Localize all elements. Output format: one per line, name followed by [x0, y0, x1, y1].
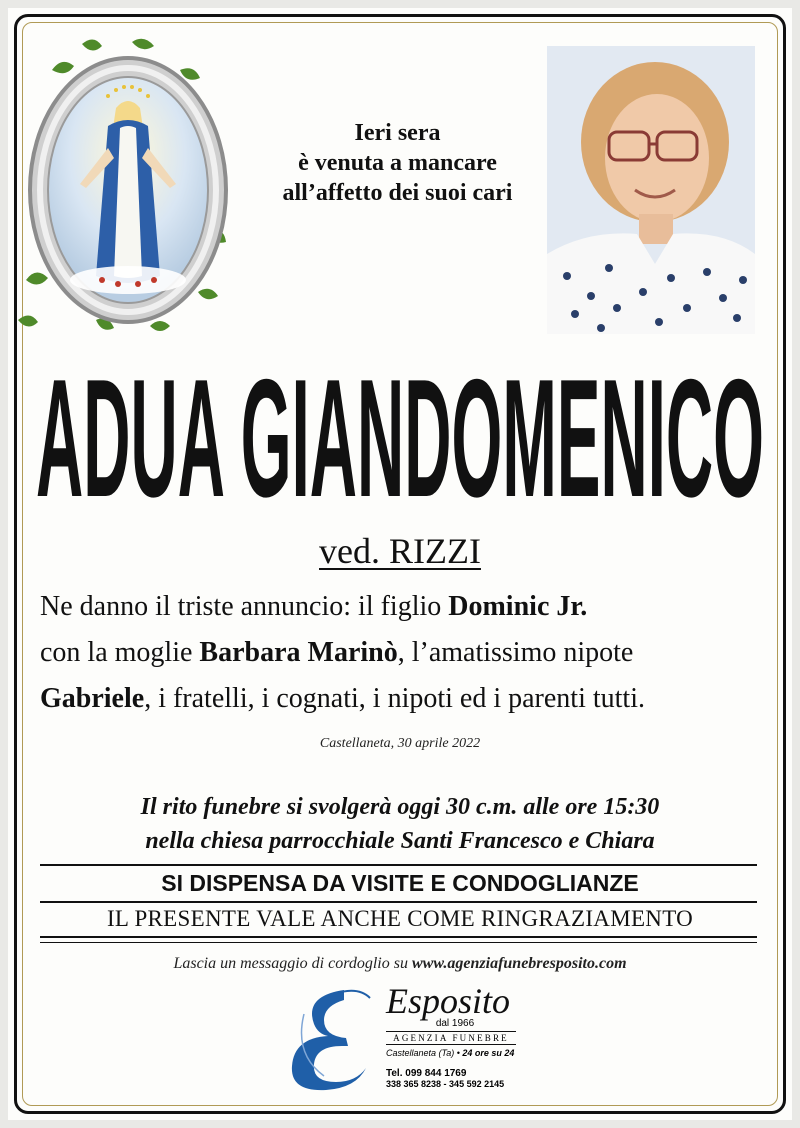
announcement-line-2 — [40, 630, 760, 676]
agency-website-link[interactable]: www.agenziafunebresposito.com — [411, 955, 627, 972]
funeral-info — [0, 790, 800, 858]
intro-text — [255, 118, 540, 208]
announcement-text: , i fratelli, i cognati, i nipoti ed i parenti tutti. — [144, 683, 645, 714]
agency-since: dal 1966 — [435, 1018, 475, 1029]
agency-phone[interactable]: Tel. 099 844 1769 — [386, 1068, 467, 1079]
divider — [40, 864, 757, 866]
divider — [40, 936, 757, 938]
agency-name: Esposito — [386, 981, 511, 1021]
funeral-line-2: nella chiesa parrocchiale Santi Francesco e Chiara — [145, 828, 655, 854]
intro-line-1: Ieri sera — [354, 120, 441, 146]
thanks-notice: IL PRESENTE VALE ANCHE COME RINGRAZIAMENTO — [106, 906, 694, 931]
announcement-text: , l’amatissimo nipote — [397, 637, 634, 668]
announcement-text: Ne danno il triste annuncio: il figlio — [40, 591, 449, 622]
place-date: Castellaneta, 30 aprile 2022 — [319, 736, 481, 751]
portrait-photo — [547, 46, 755, 334]
son-name: Dominic Jr. — [448, 591, 588, 622]
divider — [40, 901, 757, 903]
condolence-message — [0, 955, 800, 973]
intro-line-3: all’affetto dei suoi cari — [282, 180, 513, 206]
married-name: ved. RIZZI — [319, 531, 481, 571]
agency-logo-icon — [284, 984, 384, 1094]
announcement — [40, 584, 760, 722]
announcement-line-3 — [40, 676, 760, 722]
agency-location-text: Castellaneta (Ta) • — [386, 1048, 463, 1058]
daughter-in-law-name: Barbara Marinò — [199, 637, 398, 668]
agency-location — [386, 1048, 516, 1058]
agency-hours: 24 ore su 24 — [462, 1048, 515, 1058]
deceased-name: ADUA GIANDOMENICO — [36, 348, 764, 518]
agency-mobiles[interactable]: 338 365 8238 - 345 592 2145 — [386, 1079, 505, 1089]
intro-line-2: è venuta a mancare — [298, 150, 497, 176]
agency-type: AGENZIA FUNEBRE — [386, 1031, 516, 1045]
announcement-text: con la moglie — [40, 637, 200, 668]
agency-brand — [386, 982, 516, 1089]
grandson-name: Gabriele — [40, 683, 145, 714]
announcement-line-1 — [40, 584, 760, 630]
madonna-image — [12, 30, 244, 340]
deceased-name-block — [36, 348, 766, 518]
funeral-line-1: Il rito funebre si svolgerà oggi 30 c.m. alle ore 15:30 — [140, 794, 660, 820]
married-name-line — [0, 530, 800, 572]
no-visits-notice: SI DISPENSA DA VISITE E CONDOGLIANZE — [161, 870, 639, 896]
divider — [40, 942, 757, 943]
condolence-text: Lascia un messaggio di cordoglio su — [173, 955, 412, 972]
